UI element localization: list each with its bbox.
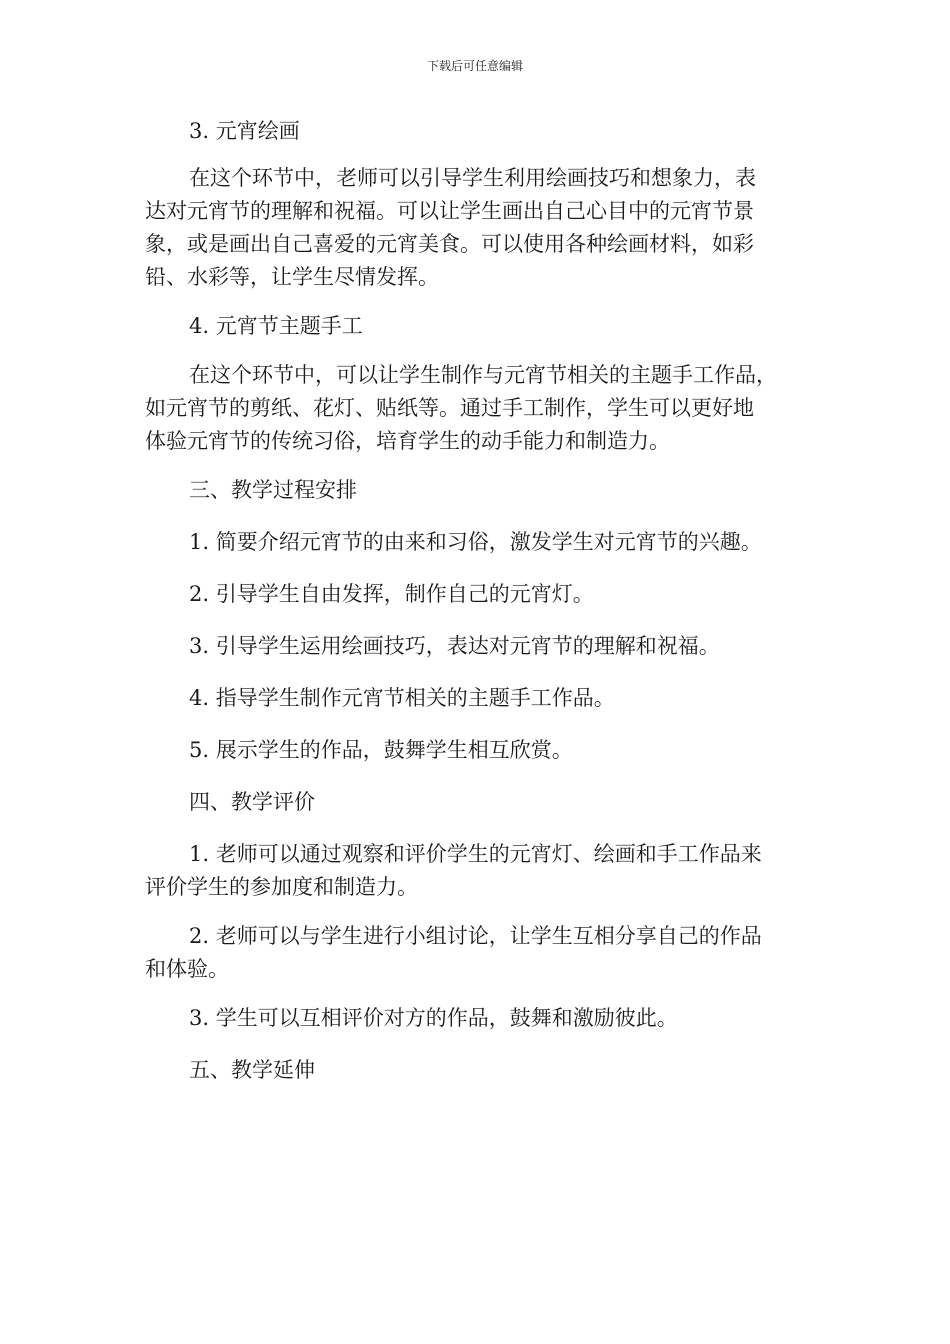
paragraph-line: 4. 元宵节主题手工: [189, 314, 363, 338]
paragraph-line: 3. 学生可以互相评价对方的作品，鼓舞和激励彼此。: [189, 1006, 678, 1030]
section-heading-lantern-painting: [145, 115, 807, 148]
list-item: [145, 526, 807, 559]
paragraph-line: 三、教学过程安排: [189, 478, 357, 502]
list-item: [145, 682, 807, 715]
list-item: [145, 1002, 807, 1035]
paragraph-line: 体验元宵节的传统习俗，培育学生的动手能力和制造力。: [145, 429, 670, 453]
list-item: [145, 920, 807, 986]
list-item: [145, 578, 807, 611]
paragraph-line: 1. 简要介绍元宵节的由来和习俗，激发学生对元宵节的兴趣。: [189, 530, 762, 554]
list-item: [145, 734, 807, 767]
list-item: [145, 630, 807, 663]
section-heading-teaching-process: [145, 474, 807, 507]
paragraph-painting-description: [145, 162, 807, 294]
paragraph-line: 铅、水彩等，让学生尽情发挥。: [145, 265, 439, 289]
paragraph-line: 在这个环节中，可以让学生制作与元宵节相关的主题手工作品，: [189, 363, 777, 387]
paragraph-line: 2. 引导学生自由发挥，制作自己的元宵灯。: [189, 582, 594, 606]
paragraph-line: 象，或是画出自己喜爱的元宵美食。可以使用各种绘画材料，如彩: [145, 232, 754, 256]
paragraph-line: 2. 老师可以与学生进行小组讨论，让学生互相分享自己的作品: [189, 924, 762, 948]
section-heading-teaching-extension: [145, 1054, 807, 1087]
page-header: 下载后可任意编辑: [426, 59, 523, 73]
paragraph-line: 3. 引导学生运用绘画技巧，表达对元宵节的理解和祝福。: [189, 634, 720, 658]
section-heading-teaching-evaluation: [145, 786, 807, 819]
paragraph-line: 四、教学评价: [189, 790, 315, 814]
document-body: [145, 115, 807, 1087]
paragraph-line: 如元宵节的剪纸、花灯、贴纸等。通过手工制作，学生可以更好地: [145, 396, 754, 420]
paragraph-line: 评价学生的参加度和制造力。: [145, 875, 418, 899]
paragraph-line: 1. 老师可以通过观察和评价学生的元宵灯、绘画和手工作品来: [189, 842, 762, 866]
paragraph-line: 4. 指导学生制作元宵节相关的主题手工作品。: [189, 686, 615, 710]
list-item: [145, 838, 807, 904]
paragraph-line: 5. 展示学生的作品，鼓舞学生相互欣赏。: [189, 738, 573, 762]
section-heading-theme-handicraft: [145, 310, 807, 343]
paragraph-line: 五、教学延伸: [189, 1058, 315, 1082]
paragraph-line: 达对元宵节的理解和祝福。可以让学生画出自己心目中的元宵节景: [145, 199, 754, 223]
paragraph-handicraft-description: [145, 359, 807, 458]
paragraph-line: 和体验。: [145, 957, 229, 981]
paragraph-line: 在这个环节中，老师可以引导学生利用绘画技巧和想象力，表: [189, 166, 756, 190]
paragraph-line: 3. 元宵绘画: [189, 119, 300, 143]
